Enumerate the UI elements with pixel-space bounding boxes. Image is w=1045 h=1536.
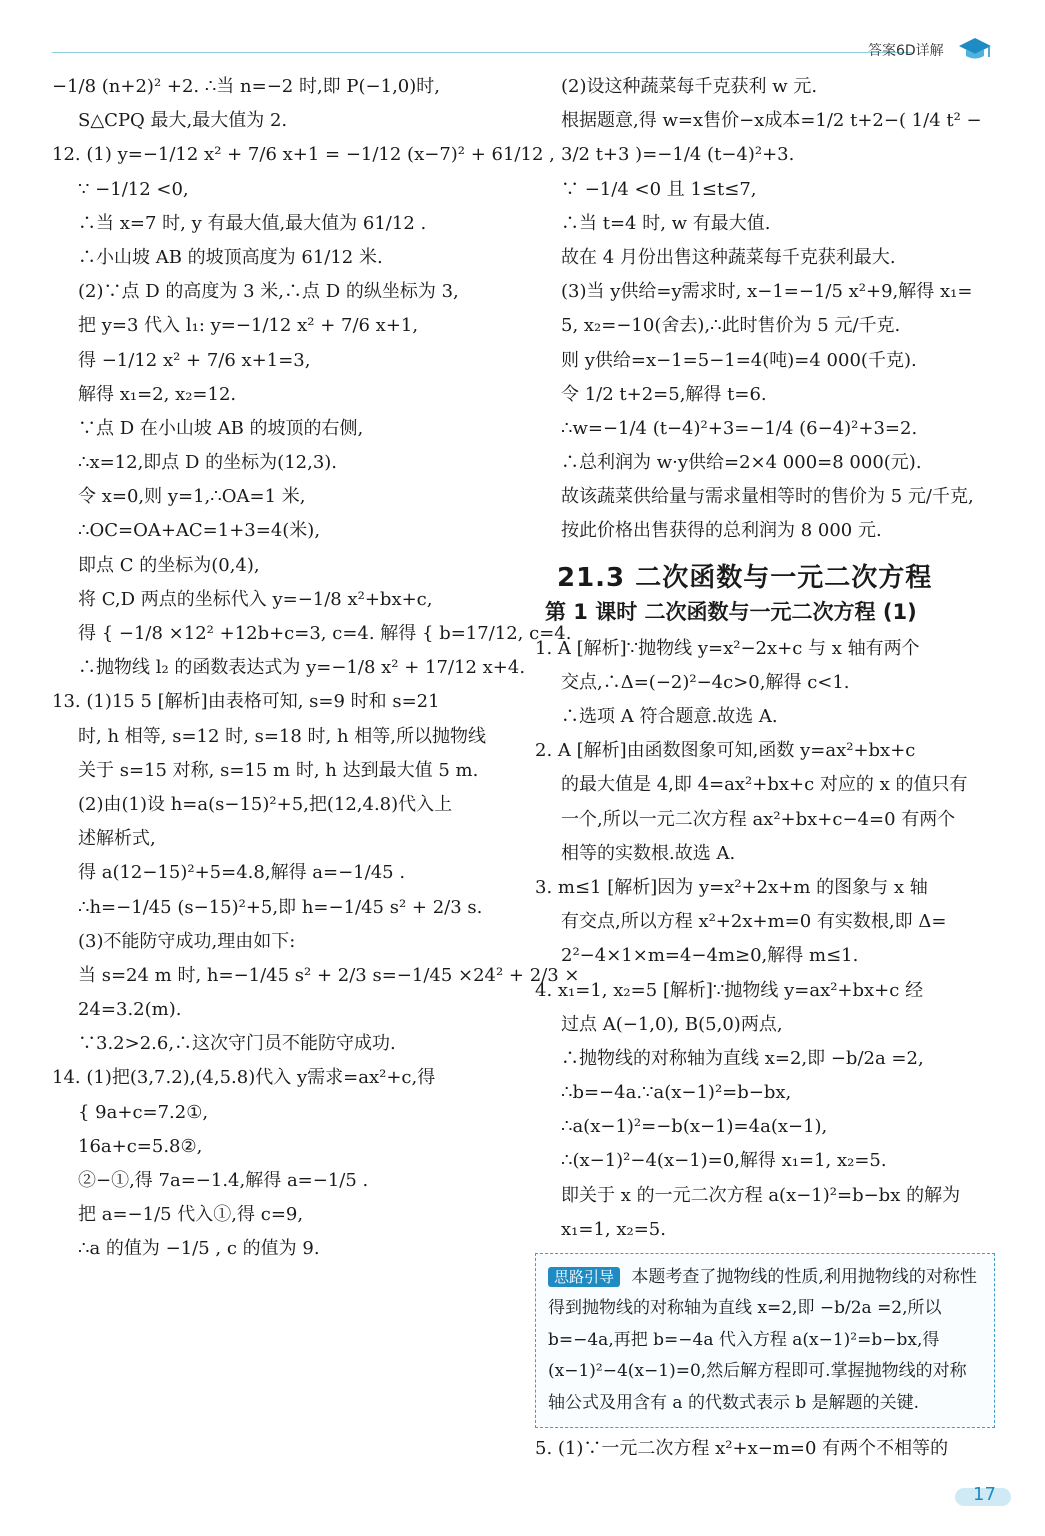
left-line-1: S△CPQ 最大,最大值为 2.: [78, 110, 288, 132]
left-line-23: 得 a(12−15)²+5=4.8,解得 a=−1/45 .: [78, 862, 406, 884]
left-line-27: 24=3.2(m).: [78, 999, 182, 1021]
tip-text: 本题考查了抛物线的性质,利用抛物线的对称性得到抛物线的对称轴为直线 x=2,即 −b/2a =2,所以 b=−4a,再把 b=−4a 代入方程 a(x−1)²=b−bx,得(x−1)²−4(x−1)=0,然后解方程即可.掌握抛物线的对称轴公式及用含有 a 的代数式表示 b 是解题的关键.: [548, 1267, 977, 1413]
left-line-8: 得 −1/12 x² + 7/6 x+1=3,: [78, 349, 311, 371]
left-line-0: −1/8 (n+2)² +2. ∴当 n=−2 时,即 P(−1,0)时,: [52, 76, 440, 97]
answer-line-17: x₁=1, x₂=5.: [561, 1218, 666, 1240]
section-title: 21.3 二次函数与一元二次方程: [557, 562, 933, 593]
left-line-12: 令 x=0,则 y=1,∴OA=1 米,: [78, 486, 306, 508]
page-number: [955, 1480, 1015, 1508]
left-line-18: 13. (1)15 5 [解析]由表格可知, s=9 时和 s=21: [52, 691, 440, 713]
right-top-line-10: ∴w=−1/4 (t−4)²+3=−1/4 (6−4)²+3=2.: [561, 417, 918, 439]
left-line-19: 时, h 相等, s=12 时, s=18 时, h 相等,所以抛物线: [78, 725, 487, 747]
left-line-28: ∵3.2>2.6,∴这次守门员不能防守成功.: [78, 1033, 396, 1055]
answer-line-11: 过点 A(−1,0), B(5,0)两点,: [561, 1013, 783, 1035]
right-top-line-6: (3)当 y供给=y需求时, x−1=−1/5 x²+9,解得 x₁=: [561, 281, 973, 303]
answer-line-16: 即关于 x 的一元二次方程 a(x−1)²=b−bx 的解为: [561, 1184, 961, 1206]
answer-line-4: 的最大值是 4,即 4=ax²+bx+c 对应的 x 的值只有: [561, 774, 968, 796]
left-line-14: 即点 C 的坐标为(0,4),: [78, 554, 260, 576]
left-line-3: ∵ −1/12 <0,: [78, 178, 189, 200]
answer-line-2: ∴选项 A 符合题意.故选 A.: [561, 706, 778, 727]
left-line-30: { 9a+c=7.2①,: [78, 1101, 209, 1123]
answer-line-0: 1. A [解析]∵抛物线 y=x²−2x+c 与 x 轴有两个: [535, 637, 920, 659]
answer-line-5: 一个,所以一元二次方程 ax²+bx+c−4=0 有两个: [561, 808, 956, 830]
right-column: [535, 70, 995, 1466]
left-line-5: ∴小山坡 AB 的坡顶高度为 61/12 米.: [78, 246, 383, 268]
right-top-line-3: ∵ −1/4 <0 且 1≤t≤7,: [561, 178, 757, 200]
answer-line-10: 4. x₁=1, x₂=5 [解析]∵抛物线 y=ax²+bx+c 经: [535, 979, 924, 1001]
answer-line-6: 相等的实数根.故选 A.: [561, 842, 736, 864]
header-rule: [52, 52, 912, 53]
answer-line-15: ∴(x−1)²−4(x−1)=0,解得 x₁=1, x₂=5.: [561, 1150, 887, 1172]
answer-line-13: ∴b=−4a.∵a(x−1)²=b−bx,: [561, 1082, 792, 1104]
right-top-line-13: 按此价格出售获得的总利润为 8 000 元.: [561, 520, 882, 542]
tip-box: [535, 1253, 995, 1428]
answer-line-8: 有交点,所以方程 x²+2x+m=0 有实数根,即 Δ=: [561, 911, 947, 933]
right-top-line-0: (2)设这种蔬菜每千克获利 w 元.: [561, 76, 818, 97]
left-line-34: ∴a 的值为 −1/5 , c 的值为 9.: [78, 1238, 320, 1260]
left-line-24: ∴h=−1/45 (s−15)²+5,即 h=−1/45 s² + 2/3 s.: [78, 896, 483, 918]
answer-line-3: 2. A [解析]由函数图象可知,函数 y=ax²+bx+c: [535, 740, 916, 762]
left-line-13: ∴OC=OA+AC=1+3=4(米),: [78, 520, 321, 542]
page-number-text: 17: [973, 1484, 996, 1505]
lesson-title: 第 1 课时 二次函数与一元二次方程 (1): [545, 599, 917, 624]
answer-line-9: 2²−4×1×m=4−4m≥0,解得 m≤1.: [561, 945, 859, 967]
left-line-16: 得 { −1/8 ×12² +12b+c=3, c=4. 解得 { b=17/12, c=4.: [78, 623, 572, 644]
right-top-line-7: 5, x₂=−10(舍去),∴此时售价为 5 元/千克.: [561, 315, 901, 337]
left-line-20: 关于 s=15 对称, s=15 m 时, h 达到最大值 5 m.: [78, 759, 479, 781]
left-line-7: 把 y=3 代入 l₁: y=−1/12 x² + 7/6 x+1,: [78, 315, 419, 337]
left-line-11: ∴x=12,即点 D 的坐标为(12,3).: [78, 452, 338, 474]
right-top-line-5: 故在 4 月份出售这种蔬菜每千克获利最大.: [561, 246, 896, 268]
answer-line-12: ∴抛物线的对称轴为直线 x=2,即 −b/2a =2,: [561, 1047, 924, 1069]
tip-title: 思路引导: [548, 1267, 620, 1287]
left-line-10: ∵点 D 在小山坡 AB 的坡顶的右侧,: [78, 417, 364, 439]
left-line-26: 当 s=24 m 时, h=−1/45 s² + 2/3 s=−1/45 ×24² + 2/3 ×: [78, 964, 580, 986]
right-top-line-4: ∴当 t=4 时, w 有最大值.: [561, 212, 771, 234]
left-line-6: (2)∵点 D 的高度为 3 米,∴点 D 的纵坐标为 3,: [78, 281, 459, 303]
left-line-21: (2)由(1)设 h=a(s−15)²+5,把(12,4.8)代入上: [78, 793, 453, 815]
left-line-29: 14. (1)把(3,7.2),(4,5.8)代入 y需求=ax²+c,得: [52, 1067, 436, 1089]
left-line-33: 把 a=−1/5 代入①,得 c=9,: [78, 1204, 304, 1226]
header-label: 答案6D详解: [868, 43, 944, 59]
answer-line-14: ∴a(x−1)²=−b(x−1)=4a(x−1),: [561, 1116, 828, 1138]
answer-line-7: 3. m≤1 [解析]因为 y=x²+2x+m 的图象与 x 轴: [535, 876, 928, 898]
right-top-line-2: 3/2 t+3 )=−1/4 (t−4)²+3.: [561, 144, 795, 166]
answer-line-1: 交点,∴Δ=(−2)²−4c>0,解得 c<1.: [561, 671, 850, 693]
left-line-25: (3)不能防守成功,理由如下:: [78, 930, 296, 952]
left-line-9: 解得 x₁=2, x₂=12.: [78, 383, 237, 405]
left-line-4: ∴当 x=7 时, y 有最大值,最大值为 61/12 .: [78, 212, 427, 234]
left-line-17: ∴抛物线 l₂ 的函数表达式为 y=−1/8 x² + 17/12 x+4.: [78, 657, 526, 679]
left-column: [52, 70, 580, 1267]
right-top-line-11: ∴总利润为 w·y供给=2×4 000=8 000(元).: [561, 452, 922, 474]
right-top-line-9: 令 1/2 t+2=5,解得 t=6.: [561, 383, 767, 405]
answer-line-last: 5. (1)∵一元二次方程 x²+x−m=0 有两个不相等的: [535, 1438, 949, 1460]
right-top-line-12: 故该蔬菜供给量与需求量相等时的售价为 5 元/千克,: [561, 486, 974, 508]
right-top-line-1: 根据题意,得 w=x售价−x成本=1/2 t+2−( 1/4 t² −: [561, 110, 982, 132]
right-top-line-8: 则 y供给=x−1=5−1=4(吨)=4 000(千克).: [561, 349, 917, 371]
graduation-cap-icon: [958, 36, 992, 62]
left-line-2: 12. (1) y=−1/12 x² + 7/6 x+1 = −1/12 (x−7)² + 61/12 ,: [52, 144, 555, 166]
left-line-22: 述解析式,: [78, 828, 156, 850]
left-line-31: 16a+c=5.8②,: [78, 1135, 203, 1157]
left-line-15: 将 C,D 两点的坐标代入 y=−1/8 x²+bx+c,: [78, 588, 433, 610]
left-line-32: ②−①,得 7a=−1.4,解得 a=−1/5 .: [78, 1170, 369, 1191]
